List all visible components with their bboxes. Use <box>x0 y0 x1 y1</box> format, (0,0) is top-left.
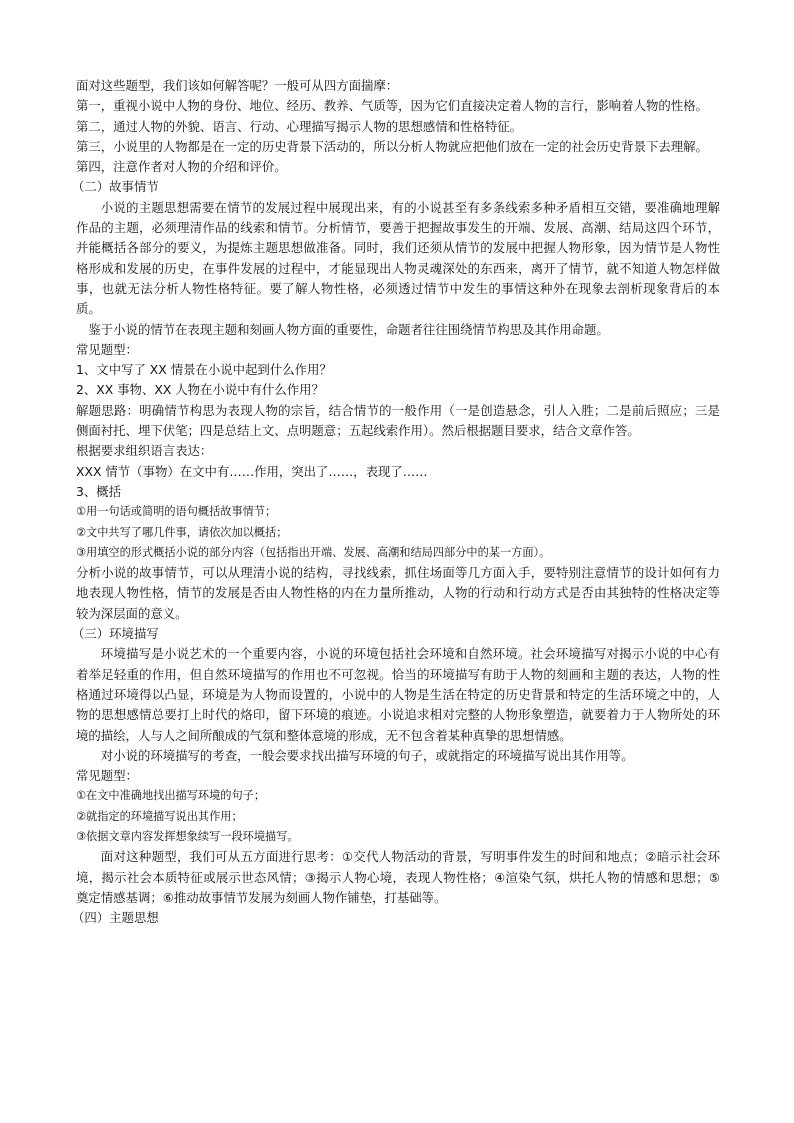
summary-item-2: ②文中共写了哪几件事，请依次加以概括； <box>76 525 288 539</box>
label-common-question-types: 常见题型： <box>76 341 138 357</box>
paragraph-plot-importance: 鉴于小说的情节在表现主题和刻画人物方面的重要性，命题者往往围绕情节构思及其作用命题。 <box>88 321 609 337</box>
answer-template: XXX 情节（事物）在文中有……作用，突出了……，表现了…… <box>76 463 428 479</box>
paragraph-environment-exam: 对小说的环境描写的考查，一般会要求找出描写环境的句子，或就指定的环境描写说出其作用等。 <box>100 747 634 763</box>
paragraph-intro: 面对这些题型，我们该如何解答呢？一般可从四方面揣摩： <box>76 78 399 93</box>
environment-item-2: ②就指定的环境描写说出其作用； <box>76 809 243 823</box>
paragraph-solving-approach: 解题思路：明确情节构思为表现人物的宗旨，结合情节的一般作用（一是创造悬念，引人入胜；二是前后照应；三是侧面衬托、埋下伏笔；四是总结上文、点明题意；五起线索作用）。然后根据题目要求，结合文章作答。 <box>76 402 720 439</box>
paragraph-point-3: 第三，小说里的人物都是在一定的历史背景下活动的，所以分析人物就应把他们放在一定的社会历史背景下去理解。 <box>76 138 708 154</box>
paragraph-point-4: 第四，注意作者对人物的介绍和评价。 <box>76 159 287 175</box>
section-heading-plot: （二）故事情节 <box>72 179 159 195</box>
label-language-organization: 根据要求组织语言表达： <box>76 443 213 459</box>
section-heading-theme: （四）主题思想 <box>72 910 159 926</box>
document-page <box>72 76 720 928</box>
question-type-1: 1、文中写了 XX 情景在小说中起到什么作用？ <box>76 362 332 378</box>
summary-item-3: ③用填空的形式概括小说的部分内容（包括指出开端、发展、高潮和结局四部分中的某一方面）。 <box>76 545 551 559</box>
paragraph-plot-body: 小说的主题思想需要在情节的发展过程中展现出来，有的小说甚至有多条线索多种矛盾相互交错，要准确地理解作品的主题，必须理清作品的线索和情节。分析情节，要善于把握故事发生的开端、发展、高潮、结局这四个环节，并能概括各部分的要义，为提炼主题思想做准备。同时，我们还须从情节的发展中把握人物形象，因为情节是人物性格形成和发展的历史，在事件发展的过程中，才能显现出人物灵魂深处的东西来，离开了情节，就不知道人物怎样做事，也就无法分析人物性格特征。要了解人物性格，必须透过情节中发生的事情这种外在现象去剖析现象背后的本质。 <box>76 199 720 317</box>
paragraph-point-1: 第一，重视小说中人物的身份、地位、经历、教养、气质等，因为它们直接决定着人物的言行，影响着人物的性格。 <box>76 98 708 114</box>
summary-item-1: ①用一句话或简明的语句概括故事情节； <box>76 505 277 519</box>
paragraph-point-2: 第二，通过人物的外貌、语言、行动、心理描写揭示人物的思想感情和性格特征。 <box>76 118 523 134</box>
environment-item-1: ①在文中准确地找出描写环境的句子； <box>76 789 266 803</box>
section-heading-environment: （三）环境描写 <box>72 626 159 642</box>
label-common-question-types-2: 常见题型： <box>76 768 138 784</box>
paragraph-environment-approach: 面对这种题型，我们可从五方面进行思考：①交代人物活动的背景，写明事件发生的时间和地点；②暗示社会环境，揭示社会本质特征或展示世态风情；③揭示人物心境，表现人物性格；④渲染气氛，烘托人物的情感和思想；⑤ 奠定情感基调；⑥推动故事情节发展为刻画人物作铺垫，打基础等。 <box>76 849 720 905</box>
paragraph-environment-body: 环境描写是小说艺术的一个重要内容，小说的环境包括社会环境和自然环境。社会环境描写对揭示小说的中心有着举足轻重的作用，但自然环境描写的作用也不可忽视。恰当的环境描写有助于人物的刻画和主题的表达，人物的性格通过环境得以凸显，环境是为人物而设置的，小说中的人物是生活在特定的历史背景和特定的生活环境之中的，人物的思想感情总要打上时代的烙印，留下环境的痕迹。小说追求相对完整的人物形象塑造，就要着力于人物所处的环境的描绘，人与人之间所酿成的气氛和整体意境的形成，无不包含着某种真挚的思想情感。 <box>76 646 720 743</box>
environment-item-3: ③依据文章内容发挥想象续写一段环境描写。 <box>76 829 299 843</box>
paragraph-plot-analysis: 分析小说的故事情节，可以从理清小说的结构，寻找线索，抓住场面等几方面入手，要特别注意情节的设计如何有力地表现人物性格，情节的发展是否由人物性格的内在力量所推动，人物的行动和行动方式是否由其独特的性格决定等较为深层面的意义。 <box>76 565 720 621</box>
question-type-3-summary: 3、概括 <box>76 483 122 499</box>
question-type-2: 2、XX 事物、XX 人物在小说中有什么作用？ <box>76 382 324 398</box>
